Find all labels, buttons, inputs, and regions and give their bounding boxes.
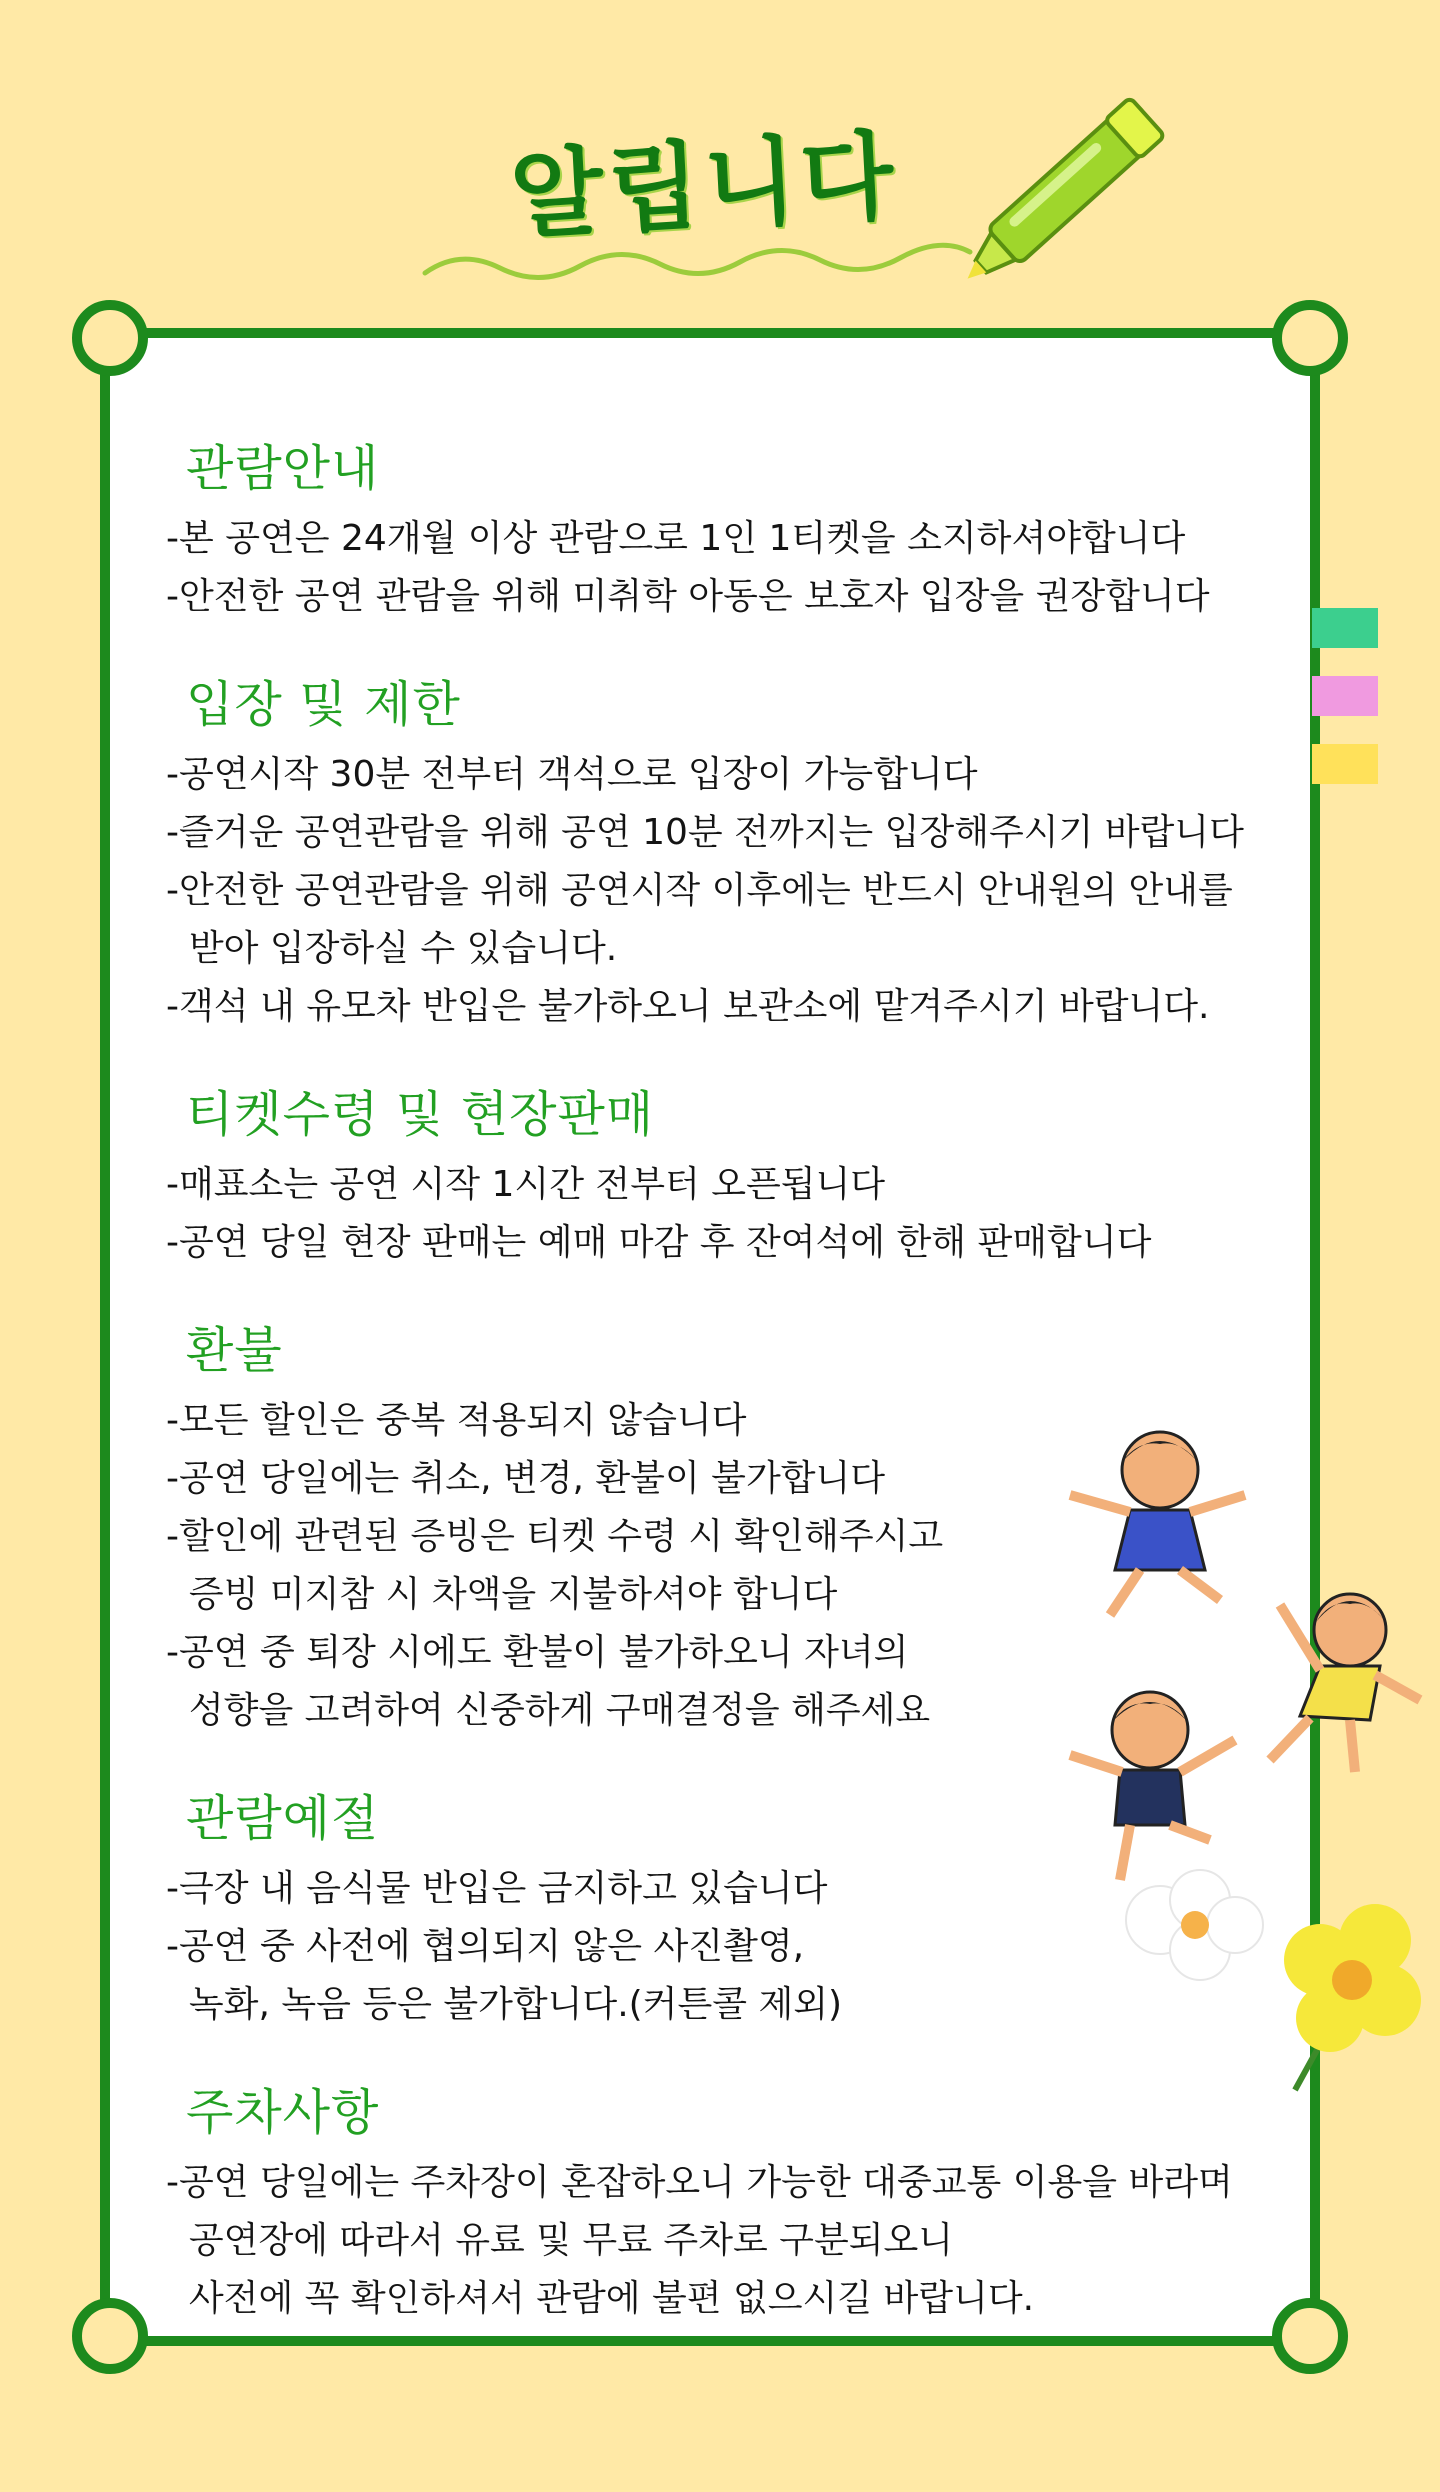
list-item: -모든 할인은 중복 적용되지 않습니다 [166, 1400, 747, 1441]
list-item: -공연 당일에는 취소, 변경, 환불이 불가합니다 [166, 1458, 886, 1499]
section-entry-restrictions [150, 666, 1310, 1036]
white-flower-icon [1126, 1870, 1263, 1980]
side-tabs [1312, 608, 1378, 812]
section-title: 관람안내 [186, 440, 380, 497]
list-item: -안전한 공연 관람을 위해 미취학 아동은 보호자 입장을 권장합니다 [166, 576, 1210, 617]
list-item: 공연장에 따라서 유료 및 무료 주차로 구분되오니 [166, 2220, 954, 2261]
list-item: -안전한 공연관람을 위해 공연시작 이후에는 반드시 안내원의 안내를 [166, 870, 1233, 911]
list-item: -할인에 관련된 증빙은 티켓 수령 시 확인해주시고 [166, 1516, 944, 1557]
list-item: -공연 당일 현장 판매는 예매 마감 후 잔여석에 한해 판매합니다 [166, 1222, 1152, 1263]
list-item: 증빙 미지참 시 차액을 지불하셔야 합니다 [166, 1574, 838, 1615]
section-title: 주차사항 [186, 2084, 380, 2141]
jumping-child-icon [1270, 1594, 1420, 1772]
section-viewing-guide [150, 430, 1310, 626]
list-item: 사전에 꼭 확인하셔서 관람에 불편 없으시길 바랍니다. [166, 2278, 1035, 2319]
marker-pen-icon [940, 80, 1180, 300]
list-item: -객석 내 유모차 반입은 불가하오니 보관소에 맡겨주시기 바랍니다. [166, 986, 1210, 1027]
board-corner-tl [72, 300, 148, 376]
list-item: 받아 입장하실 수 있습니다. [166, 928, 618, 969]
list-item: -즐거운 공연관람을 위해 공연 10분 전까지는 입장해주시기 바랍니다 [166, 812, 1244, 853]
children-illustration-icon [1030, 1400, 1430, 2160]
jumping-child-icon [1070, 1432, 1245, 1615]
squiggle-underline-icon [420, 238, 980, 288]
section-title: 티켓수령 및 현장판매 [186, 1086, 655, 1143]
list-item: -공연 당일에는 주차장이 혼잡하오니 가능한 대중교통 이용을 바라며 [166, 2162, 1233, 2203]
side-tab-green [1312, 608, 1378, 648]
list-item: -본 공연은 24개월 이상 관람으로 1인 1티켓을 소지하셔야합니다 [166, 518, 1186, 559]
section-title: 입장 및 제한 [186, 676, 461, 733]
side-tab-yellow [1312, 744, 1378, 784]
list-item: -공연 중 퇴장 시에도 환불이 불가하오니 자녀의 [166, 1632, 909, 1673]
list-item: -극장 내 음식물 반입은 금지하고 있습니다 [166, 1868, 828, 1909]
page-title: 알립니다 [507, 118, 901, 253]
list-item: -매표소는 공연 시작 1시간 전부터 오픈됩니다 [166, 1164, 886, 1205]
side-tab-pink [1312, 676, 1378, 716]
list-item: -공연시작 30분 전부터 객석으로 입장이 가능합니다 [166, 754, 978, 795]
section-title: 관람예절 [186, 1790, 380, 1847]
title-area [0, 0, 1440, 320]
section-title: 환불 [186, 1322, 283, 1379]
list-item: 녹화, 녹음 등은 불가합니다.(커튼콜 제외) [166, 1984, 843, 2025]
board-corner-tr [1272, 300, 1348, 376]
list-item: -공연 중 사전에 협의되지 않은 사진촬영, [166, 1926, 805, 1967]
board-corner-bl [72, 2298, 148, 2374]
section-ticket-pickup [150, 1076, 1310, 1272]
list-item: 성향을 고려하여 신중하게 구매결정을 해주세요 [166, 1690, 931, 1731]
jumping-child-icon [1070, 1692, 1235, 1880]
yellow-flower-icon [1284, 1904, 1421, 2090]
